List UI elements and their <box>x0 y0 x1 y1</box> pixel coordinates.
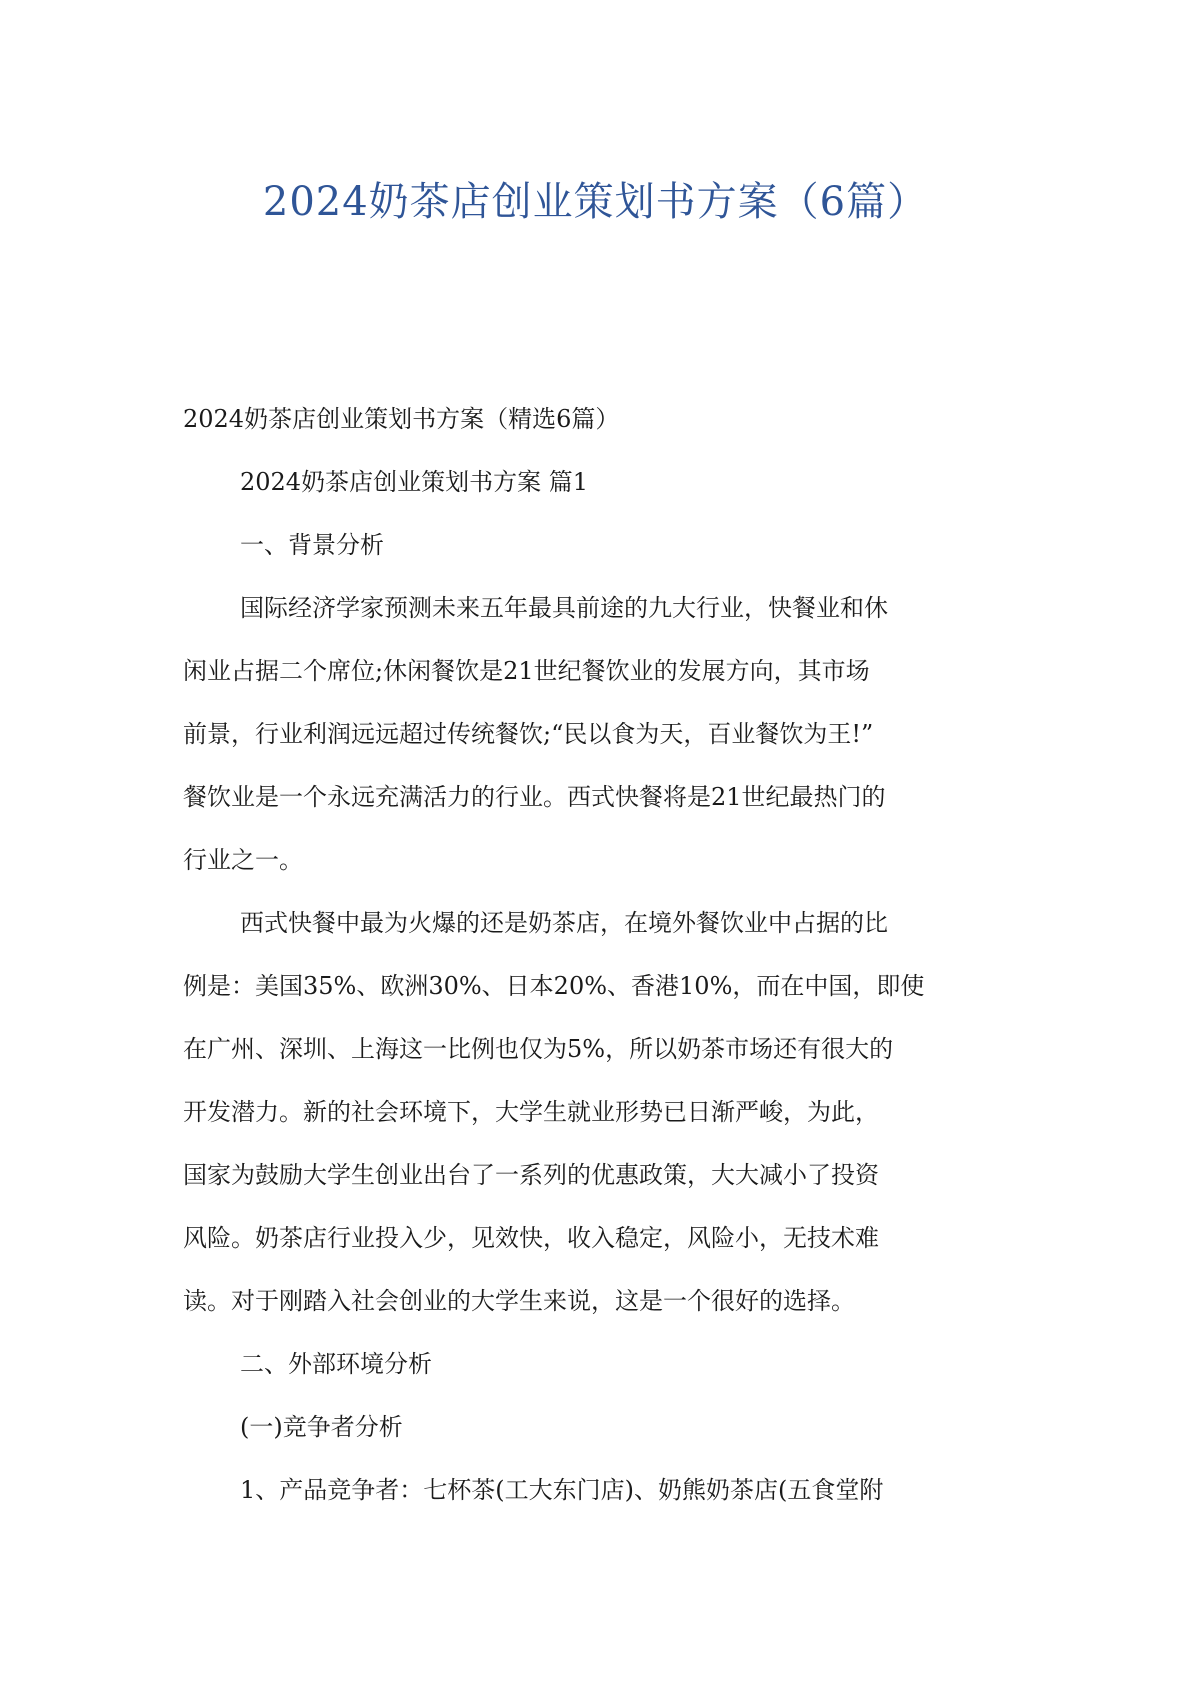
paragraph-line: 国家为鼓励大学生创业出台了一系列的优惠政策，大大减小了投资 <box>183 1161 879 1189</box>
paragraph-line: 国际经济学家预测未来五年最具前途的九大行业，快餐业和休 <box>240 594 888 622</box>
paragraph-line: 二、外部环境分析 <box>240 1350 432 1378</box>
paragraph-line: 闲业占据二个席位;休闲餐饮是21世纪餐饮业的发展方向，其市场 <box>183 657 870 685</box>
paragraph-line: 风险。奶茶店行业投入少，见效快，收入稳定，风险小，无技术难 <box>183 1224 879 1252</box>
paragraph-line: 在广州、深圳、上海这一比例也仅为5%，所以奶茶市场还有很大的 <box>183 1035 894 1063</box>
paragraph-line: 行业之一。 <box>183 846 303 874</box>
paragraph-line: 读。对于刚踏入社会创业的大学生来说，这是一个很好的选择。 <box>183 1287 855 1315</box>
paragraph-line: 西式快餐中最为火爆的还是奶茶店，在境外餐饮业中占据的比 <box>240 909 888 937</box>
paragraph-line: 一、背景分析 <box>240 531 384 559</box>
paragraph-line: 例是：美国35%、欧洲30%、日本20%、香港10%，而在中国，即使 <box>183 972 925 1000</box>
paragraph-line: 1、产品竞争者：七杯茶(工大东门店)、奶熊奶茶店(五食堂附 <box>240 1476 884 1504</box>
document-body <box>183 388 1013 1522</box>
paragraph-line: (一)竞争者分析 <box>240 1413 403 1441</box>
paragraph-line: 前景，行业利润远远超过传统餐饮;“民以食为天，百业餐饮为王!” <box>183 720 874 748</box>
paragraph-line: 2024奶茶店创业策划书方案（精选6篇） <box>183 405 620 433</box>
paragraph-line: 开发潜力。新的社会环境下，大学生就业形势已日渐严峻，为此， <box>183 1098 879 1126</box>
document-title: 2024奶茶店创业策划书方案（6篇） <box>262 179 929 225</box>
paragraph-line: 餐饮业是一个永远充满活力的行业。西式快餐将是21世纪最热门的 <box>183 783 886 811</box>
paragraph-line: 2024奶茶店创业策划书方案 篇1 <box>240 468 588 496</box>
